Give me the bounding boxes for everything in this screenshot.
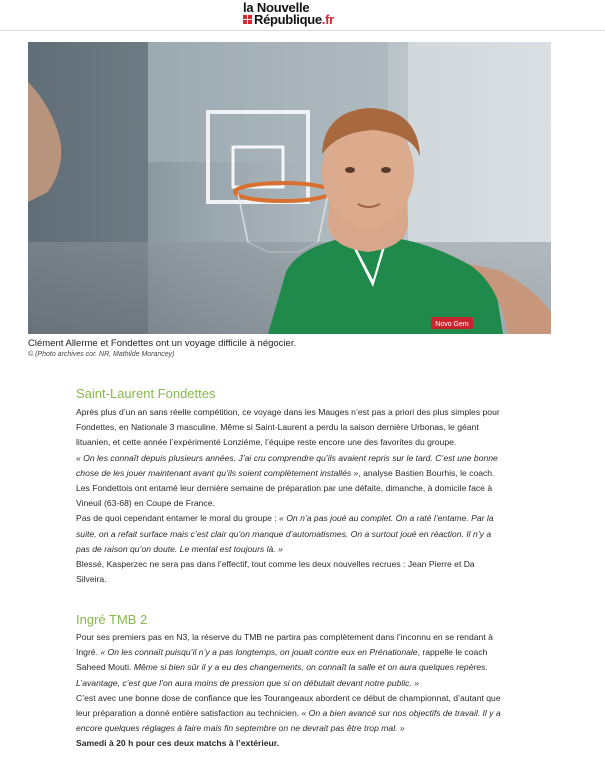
section-title-ingre: Ingré TMB 2 [76, 612, 148, 627]
paragraph-text: Pour ses premiers pas en N3, la réserve du TMB ne partira pas complètement dans l’inconnu en se rendant à Ingré. [76, 632, 493, 658]
paragraph-text: , analyse Bastien Bourhis, le coach. Les Fondettois ont entamé leur dernière semaine de préparation par une défaite, dimanche, à domicile face à Vineuil (63-68) en Coupe de France. [76, 467, 495, 509]
quote: Même si bien sûr il y a eu des changements, on connaît la salle et on aura quelques repères. L’avantage, c’est que l’on aura moins de pression que si on débutait devant notre public. » [76, 662, 488, 688]
section-2-body [76, 630, 506, 752]
paragraph [76, 630, 506, 691]
logo-tld: .fr [321, 12, 334, 27]
paragraph-text: Pas de quoi cependant entamer le moral du groupe : [76, 513, 280, 524]
logo-line-1: la Nouvelle [243, 0, 310, 15]
quote: « On a bien avancé sur nos objectifs de travail. Il y a encore quelques réglages à faire mais fin septembre on ne devrait pas être trop mal. » [76, 708, 501, 734]
paragraph-text: , rappelle le coach Saheed Mouti. [76, 647, 488, 673]
paragraph [76, 451, 506, 512]
site-header [0, 0, 605, 31]
section-title-saint-laurent: Saint-Laurent Fondettes [76, 386, 216, 401]
photo-credit: © (Photo archives cor. NR, Mathilde Morancey) [28, 351, 175, 358]
paragraph-bold: Samedi à 20 h pour ces deux matchs à l’extérieur. [76, 738, 279, 749]
section-1-body [76, 405, 506, 587]
paragraph-text: C’est avec une bonne dose de confiance que les Tourangeaux abordent ce début de championnat, d’autant que leur préparation a donné entière satisfaction au technicien. [76, 692, 501, 719]
logo-squares-icon [243, 15, 252, 24]
logo-line-2 [243, 13, 373, 26]
paragraph [76, 691, 506, 737]
photo-caption: Clément Allerme et Fondettes ont un voyage difficile à négocier. [28, 338, 297, 349]
quote: « On les connaît depuis plusieurs années. J’ai cru comprendre qu’ils avaient repris sur le tard. C’est une bonne chose de les jouer maintenant avant qu’ils soient complètement installés » [76, 452, 498, 478]
basketball-player-image [28, 42, 551, 334]
quote: « On n’a pas joué au complet. On a raté l’entame. Par la suite, on a refait surface mais c’est clair qu’on manque d’automatismes. On a surtout joué en réaction. Il n’y a pas de raison qu’on doute. Le mental est toujours là. » [76, 513, 494, 554]
quote: « On les connaît puisqu’il n’y a pas longtemps, on jouait contre eux en Prénationale [100, 647, 418, 658]
article-photo [28, 42, 551, 334]
logo-brand: République [254, 12, 322, 27]
jersey-text: Novo Gem [435, 321, 469, 328]
paragraph [76, 511, 506, 557]
site-logo[interactable] [243, 2, 373, 26]
paragraph: Après plus d’un an sans réelle compétition, ce voyage dans les Mauges n’est pas a priori des plus simples pour Fondettes, en Nationale 3 masculine. Même si Saint-Laurent a perdu la saison dernière Urbonas, le géant lituanien, et cette année l’expérimenté Lonziéme, l’équipe reste encore une des favorites du groupe. [76, 407, 500, 448]
paragraph: Blessé, Kasperzec ne sera pas dans l’effectif, tout comme les deux nouvelles recrues : Jean Pierre et Da Silveira. [76, 559, 475, 585]
